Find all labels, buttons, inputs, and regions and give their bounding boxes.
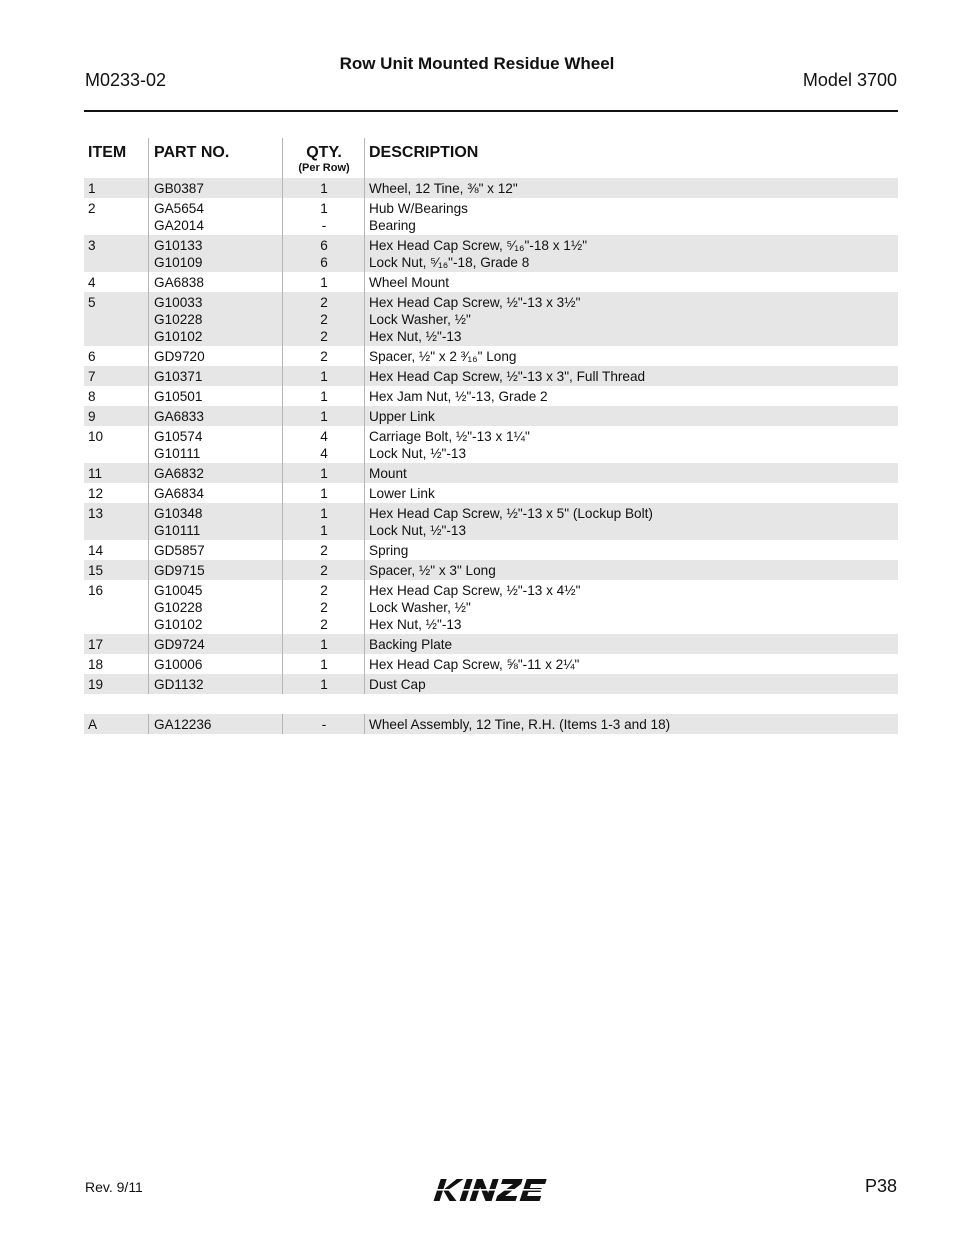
quantity: - xyxy=(321,717,327,732)
quantity-cell xyxy=(284,562,364,579)
description-cell xyxy=(369,582,580,633)
part-number-cell xyxy=(154,237,202,271)
part-number: G10111 xyxy=(154,523,201,538)
column-divider xyxy=(148,198,149,235)
column-divider xyxy=(364,292,365,346)
quantity: 2 xyxy=(320,349,328,364)
col-header-item: ITEM xyxy=(88,144,127,161)
part-number: GA5654 xyxy=(154,201,204,216)
part-number: GD9724 xyxy=(154,637,205,652)
description-cell xyxy=(369,676,426,693)
quantity: 1 xyxy=(320,181,328,196)
kinze-logo xyxy=(430,1175,552,1205)
column-divider xyxy=(148,654,149,674)
model-label: Model 3700 xyxy=(802,70,897,90)
description: Backing Plate xyxy=(369,637,453,652)
table-row xyxy=(84,560,898,580)
part-number-cell xyxy=(154,465,204,482)
description: Hex Head Cap Screw, ½"-13 x 3½" xyxy=(369,295,581,310)
column-divider xyxy=(148,235,149,272)
column-divider xyxy=(282,386,283,406)
column-divider xyxy=(364,386,365,406)
part-number: GA6833 xyxy=(154,409,204,424)
column-divider xyxy=(364,483,365,503)
quantity: 2 xyxy=(320,312,328,327)
table-row xyxy=(84,634,898,654)
description: Hex Jam Nut, ½"-13, Grade 2 xyxy=(369,389,548,404)
table-spacer xyxy=(84,694,898,714)
table-row xyxy=(84,406,898,426)
column-divider xyxy=(148,580,149,634)
description: Hex Head Cap Screw, ½"-13 x 3", Full Thread xyxy=(369,369,646,384)
description: Hex Head Cap Screw, ⁵⁄₁₆"-18 x 1½" xyxy=(369,238,588,253)
description: Spacer, ½" x 2 ³⁄₁₆" Long xyxy=(369,349,517,364)
quantity: 6 xyxy=(320,238,328,253)
item-number: 5 xyxy=(88,295,96,310)
description: Lock Washer, ½" xyxy=(369,312,471,327)
description-cell xyxy=(369,505,653,539)
part-number: GB0387 xyxy=(154,181,204,196)
description: Hex Head Cap Screw, ½"-13 x 4½" xyxy=(369,583,581,598)
item-number: 18 xyxy=(88,657,104,672)
quantity: 1 xyxy=(320,409,328,424)
part-number-cell xyxy=(154,676,204,693)
item-number: 13 xyxy=(88,506,104,521)
quantity: 1 xyxy=(320,637,328,652)
column-divider xyxy=(148,292,149,346)
column-divider xyxy=(282,426,283,463)
part-number: GA6838 xyxy=(154,275,204,290)
table-row xyxy=(84,503,898,540)
description-cell xyxy=(369,465,407,482)
part-number: G10102 xyxy=(154,329,203,344)
column-divider xyxy=(364,426,365,463)
column-divider xyxy=(282,674,283,694)
description: Wheel Assembly, 12 Tine, R.H. (Items 1-3 and 18) xyxy=(369,717,671,732)
assembly-row xyxy=(84,714,898,734)
part-number-cell xyxy=(154,428,202,462)
col-header-part: PART NO. xyxy=(154,144,230,161)
description: Lower Link xyxy=(369,486,435,501)
quantity-cell xyxy=(284,505,364,539)
item-number: 19 xyxy=(88,677,104,692)
item-number: 4 xyxy=(88,275,96,290)
item-number: 17 xyxy=(88,637,104,652)
quantity: 1 xyxy=(320,486,328,501)
quantity: 2 xyxy=(320,295,328,310)
revision-label: Rev. 9/11 xyxy=(85,1179,143,1195)
part-number-cell xyxy=(154,200,204,234)
part-number-cell xyxy=(154,180,204,197)
table-row xyxy=(84,580,898,634)
part-number: GA2014 xyxy=(154,218,204,233)
part-number: GA6832 xyxy=(154,466,204,481)
description-cell xyxy=(369,274,449,291)
description-cell xyxy=(369,200,468,234)
column-divider xyxy=(282,714,283,734)
part-number: GD1132 xyxy=(154,677,204,692)
column-divider xyxy=(282,560,283,580)
parts-table xyxy=(84,138,898,734)
table-header xyxy=(84,138,898,178)
column-divider xyxy=(364,540,365,560)
column-divider xyxy=(364,138,365,178)
column-divider xyxy=(364,272,365,292)
table-row xyxy=(84,386,898,406)
part-number-cell xyxy=(154,656,202,673)
column-divider xyxy=(364,346,365,366)
quantity-cell xyxy=(284,428,364,462)
part-number-cell xyxy=(154,368,202,385)
description-cell xyxy=(369,388,548,405)
part-number: GA6834 xyxy=(154,486,204,501)
part-number: G10102 xyxy=(154,617,203,632)
description-cell xyxy=(369,368,645,385)
description: Hex Head Cap Screw, ½"-13 x 5" (Lockup Bolt) xyxy=(369,506,653,521)
description-cell xyxy=(369,428,530,462)
table-row xyxy=(84,654,898,674)
quantity: 6 xyxy=(320,255,328,270)
quantity-cell xyxy=(284,656,364,673)
column-divider xyxy=(282,580,283,634)
description: Lock Nut, ½"-13 xyxy=(369,446,467,461)
description-cell xyxy=(369,294,580,345)
quantity: 2 xyxy=(320,600,328,615)
col-header-desc: DESCRIPTION xyxy=(369,144,479,161)
item-number: 3 xyxy=(88,238,96,253)
table-row xyxy=(84,366,898,386)
column-divider xyxy=(148,426,149,463)
table-row xyxy=(84,426,898,463)
column-divider xyxy=(148,272,149,292)
column-divider xyxy=(148,386,149,406)
column-divider xyxy=(148,540,149,560)
column-divider xyxy=(282,503,283,540)
column-divider xyxy=(282,272,283,292)
part-number: G10045 xyxy=(154,583,203,598)
quantity-cell xyxy=(284,388,364,405)
part-number-cell xyxy=(154,294,202,345)
column-divider xyxy=(364,178,365,198)
part-number: G10574 xyxy=(154,429,203,444)
column-divider xyxy=(282,178,283,198)
part-number: G10033 xyxy=(154,295,203,310)
quantity: 1 xyxy=(320,201,328,216)
part-number-cell xyxy=(154,505,202,539)
quantity-cell xyxy=(284,636,364,653)
quantity: 1 xyxy=(320,677,328,692)
column-divider xyxy=(148,406,149,426)
column-divider xyxy=(148,560,149,580)
description-cell xyxy=(369,408,435,425)
item-number: 9 xyxy=(88,409,96,424)
column-divider xyxy=(364,560,365,580)
page-number: P38 xyxy=(864,1176,897,1196)
part-number-cell xyxy=(154,485,204,502)
item-number: 12 xyxy=(88,486,104,501)
table-row xyxy=(84,483,898,503)
column-divider xyxy=(282,235,283,272)
table-row xyxy=(84,198,898,235)
column-divider xyxy=(282,634,283,654)
quantity: 2 xyxy=(320,543,328,558)
column-divider xyxy=(282,463,283,483)
table-row xyxy=(84,346,898,366)
column-divider xyxy=(364,580,365,634)
item-number: A xyxy=(88,717,98,732)
description: Hub W/Bearings xyxy=(369,201,468,216)
description-cell xyxy=(369,656,579,673)
quantity: 1 xyxy=(320,657,328,672)
description: Wheel, 12 Tine, ⅜" x 12" xyxy=(369,181,518,196)
column-divider xyxy=(282,198,283,235)
part-number: G10133 xyxy=(154,238,203,253)
item-number: 2 xyxy=(88,201,96,216)
part-number: G10006 xyxy=(154,657,203,672)
table-row xyxy=(84,674,898,694)
column-divider xyxy=(282,292,283,346)
quantity: 1 xyxy=(320,523,328,538)
quantity: 2 xyxy=(320,563,328,578)
quantity: 1 xyxy=(320,466,328,481)
table-row xyxy=(84,292,898,346)
part-number: GD9715 xyxy=(154,563,205,578)
part-number-cell xyxy=(154,274,204,291)
column-divider xyxy=(148,463,149,483)
description-cell xyxy=(369,542,408,559)
description-cell xyxy=(369,348,516,365)
column-divider xyxy=(148,503,149,540)
column-divider xyxy=(148,634,149,654)
description: Dust Cap xyxy=(369,677,426,692)
page-title: Row Unit Mounted Residue Wheel xyxy=(339,54,615,73)
column-divider xyxy=(364,503,365,540)
item-number: 1 xyxy=(88,181,96,196)
part-number: G10228 xyxy=(154,600,203,615)
item-number: 16 xyxy=(88,583,104,598)
description: Hex Nut, ½"-13 xyxy=(369,329,462,344)
description: Hex Nut, ½"-13 xyxy=(369,617,462,632)
description-cell xyxy=(369,636,452,653)
part-number: G10228 xyxy=(154,312,203,327)
description: Spring xyxy=(369,543,409,558)
part-number-cell xyxy=(154,582,202,633)
item-number: 15 xyxy=(88,563,104,578)
column-divider xyxy=(364,634,365,654)
col-header-qty-sub: (Per Row) xyxy=(298,162,350,174)
table-row xyxy=(84,235,898,272)
quantity-cell xyxy=(284,348,364,365)
part-number: G10348 xyxy=(154,506,203,521)
quantity-cell xyxy=(284,542,364,559)
part-number: GD9720 xyxy=(154,349,205,364)
part-number: G10501 xyxy=(154,389,203,404)
column-divider xyxy=(364,198,365,235)
quantity-cell xyxy=(284,368,364,385)
description: Spacer, ½" x 3" Long xyxy=(369,563,496,578)
quantity: 1 xyxy=(320,275,328,290)
column-divider xyxy=(282,138,283,178)
description: Wheel Mount xyxy=(369,275,450,290)
description: Mount xyxy=(369,466,407,481)
column-divider xyxy=(364,674,365,694)
part-number-cell xyxy=(154,636,205,653)
table-row xyxy=(84,540,898,560)
quantity-cell xyxy=(284,465,364,482)
description: Lock Washer, ½" xyxy=(369,600,471,615)
quantity: 1 xyxy=(320,389,328,404)
quantity-cell xyxy=(284,676,364,693)
part-number-cell xyxy=(154,348,205,365)
quantity-cell xyxy=(284,485,364,502)
col-header-qty: QTY. xyxy=(306,144,342,161)
part-number-cell xyxy=(154,388,202,405)
quantity-cell xyxy=(284,582,364,633)
description: Lock Nut, ⁵⁄₁₆"-18, Grade 8 xyxy=(369,255,530,270)
table-row xyxy=(84,463,898,483)
description: Upper Link xyxy=(369,409,435,424)
part-number: G10111 xyxy=(154,446,201,461)
item-number: 14 xyxy=(88,543,104,558)
part-number-cell xyxy=(154,408,204,425)
description: Hex Head Cap Screw, ⅝"-11 x 2¼" xyxy=(369,657,580,672)
column-divider xyxy=(364,366,365,386)
column-divider xyxy=(282,540,283,560)
column-divider xyxy=(364,463,365,483)
doc-code: M0233-02 xyxy=(85,70,167,90)
column-divider xyxy=(282,366,283,386)
description: Bearing xyxy=(369,218,416,233)
column-divider xyxy=(364,406,365,426)
quantity-cell xyxy=(284,200,364,234)
description: Lock Nut, ½"-13 xyxy=(369,523,467,538)
column-divider xyxy=(148,346,149,366)
quantity: 2 xyxy=(320,617,328,632)
description-cell xyxy=(369,485,435,502)
quantity: 2 xyxy=(320,583,328,598)
quantity: 4 xyxy=(320,446,328,461)
column-divider xyxy=(148,483,149,503)
table-row xyxy=(84,178,898,198)
column-divider xyxy=(282,406,283,426)
column-divider xyxy=(148,366,149,386)
quantity: 2 xyxy=(320,329,328,344)
quantity-cell xyxy=(284,294,364,345)
column-divider xyxy=(282,346,283,366)
quantity-cell xyxy=(284,237,364,271)
part-number: G10371 xyxy=(154,369,203,384)
column-divider xyxy=(282,654,283,674)
description-cell xyxy=(369,237,587,271)
quantity: - xyxy=(321,218,327,233)
quantity: 4 xyxy=(320,429,328,444)
column-divider xyxy=(364,714,365,734)
description: Carriage Bolt, ½"-13 x 1¼" xyxy=(369,429,530,444)
item-number: 10 xyxy=(88,429,104,444)
column-divider xyxy=(148,674,149,694)
item-number: 7 xyxy=(88,369,96,384)
item-number: 8 xyxy=(88,389,96,404)
quantity: 1 xyxy=(320,369,328,384)
header-rule xyxy=(84,110,898,112)
column-divider xyxy=(364,654,365,674)
table-body xyxy=(84,178,898,734)
part-number: G10109 xyxy=(154,255,203,270)
column-divider xyxy=(148,714,149,734)
quantity-cell xyxy=(284,180,364,197)
column-divider xyxy=(148,138,149,178)
part-number: GA12236 xyxy=(154,717,212,732)
column-divider xyxy=(282,483,283,503)
part-number: GD5857 xyxy=(154,543,205,558)
item-number: 11 xyxy=(88,466,103,481)
quantity: 1 xyxy=(320,506,328,521)
table-row xyxy=(84,272,898,292)
part-number-cell xyxy=(154,542,205,559)
column-divider xyxy=(148,178,149,198)
column-divider xyxy=(364,235,365,272)
item-number: 6 xyxy=(88,349,96,364)
quantity-cell xyxy=(284,274,364,291)
part-number-cell xyxy=(154,562,205,579)
quantity-cell xyxy=(284,408,364,425)
description-cell xyxy=(369,562,496,579)
description-cell xyxy=(369,180,518,197)
